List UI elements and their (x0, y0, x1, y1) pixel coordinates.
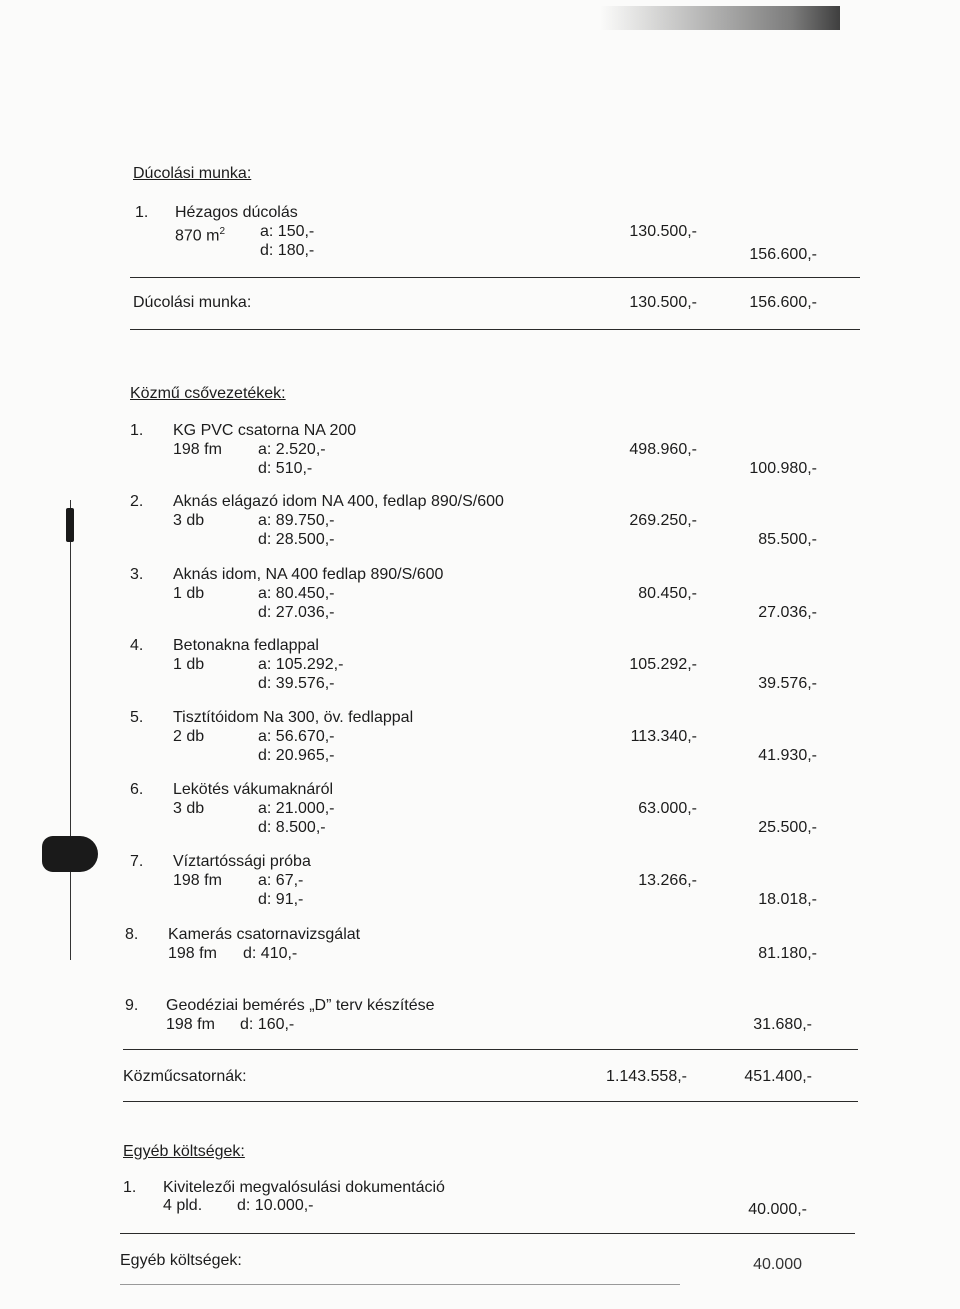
item-quantity: 198 fm (173, 441, 222, 458)
item-name: Hézagos dúcolás (175, 204, 298, 221)
summary-total-a: 1.143.558,- (606, 1068, 687, 1085)
item-number: 1. (123, 1179, 137, 1196)
item-quantity: 1 db (173, 585, 205, 602)
total-a: 113.340,- (630, 728, 697, 745)
unit-price-a: a: 150,- (260, 223, 315, 240)
scan-artifact-strip (600, 6, 840, 30)
item-quantity: 198 fm (168, 945, 217, 962)
total-d: 25.500,- (758, 819, 817, 836)
summary-total-a: 130.500,- (629, 294, 697, 311)
item-quantity: 3 db (173, 512, 205, 529)
item-name: Aknás idom, NA 400 fedlap 890/S/600 (173, 566, 444, 583)
total-d: 40.000,- (748, 1201, 807, 1218)
item-name: Kamerás csatornavizsgálat (168, 926, 361, 943)
item-number: 3. (130, 566, 144, 583)
item-quantity: 3 db (173, 800, 205, 817)
item-quantity: 198 fm (166, 1016, 215, 1033)
total-d: 39.576,- (758, 675, 817, 692)
item-name: Aknás elágazó idom NA 400, fedlap 890/S/600 (173, 493, 504, 510)
summary-total-d: 40.000 (753, 1256, 802, 1273)
item-name: KG PVC csatorna NA 200 (173, 422, 357, 439)
qty-superscript: 2 (219, 226, 226, 237)
item-number: 1. (135, 204, 149, 221)
total-a: 105.292,- (629, 656, 697, 673)
qty-text: 870 m (175, 227, 220, 245)
section-title-ducolas: Dúcolási munka: (133, 165, 252, 182)
scan-edge-line (70, 500, 71, 960)
total-a: 269.250,- (629, 512, 697, 529)
item-number: 1. (130, 422, 144, 439)
section-title-egyeb: Egyéb költségek: (123, 1143, 245, 1160)
unit-price-a: a: 67,- (258, 872, 304, 889)
summary-label: Egyéb költségek: (120, 1252, 242, 1269)
item-quantity: 4 pld. (163, 1197, 203, 1214)
item-name: Geodéziai bemérés „D” terv készítése (166, 997, 435, 1014)
unit-price-d: d: 28.500,- (258, 531, 335, 548)
total-d: 156.600,- (749, 246, 817, 263)
unit-price-d: d: 8.500,- (258, 819, 326, 836)
unit-price-a: a: 56.670,- (258, 728, 335, 745)
binder-clip (42, 836, 98, 872)
item-number: 6. (130, 781, 144, 798)
unit-price-a: a: 89.750,- (258, 512, 335, 529)
item-quantity: 2 db (173, 728, 205, 745)
unit-price-a: a: 105.292,- (258, 656, 344, 673)
unit-price-d: d: 410,- (243, 945, 298, 962)
total-a: 80.450,- (638, 585, 697, 602)
unit-price-d: d: 20.965,- (258, 747, 335, 764)
unit-price-d: d: 27.036,- (258, 604, 335, 621)
item-name: Tisztítóidom Na 300, öv. fedlappal (173, 709, 414, 726)
item-name: Víztartóssági próba (173, 853, 311, 870)
total-a: 498.960,- (629, 441, 697, 458)
divider (123, 1101, 858, 1102)
binder-tab (66, 508, 74, 542)
item-number: 7. (130, 853, 144, 870)
unit-price-d: d: 180,- (260, 242, 315, 259)
summary-total-d: 451.400,- (744, 1068, 812, 1085)
unit-price-d: d: 510,- (258, 460, 313, 477)
unit-price-d: d: 91,- (258, 891, 304, 908)
total-d: 27.036,- (758, 604, 817, 621)
unit-price-a: a: 80.450,- (258, 585, 335, 602)
item-quantity (175, 223, 225, 245)
unit-price-a: a: 21.000,- (258, 800, 335, 817)
item-name: Kivitelezői megvalósulási dokumentáció (163, 1179, 445, 1196)
divider (120, 1284, 680, 1285)
section-title-kozmu: Közmű csővezetékek: (130, 385, 286, 402)
total-a: 63.000,- (638, 800, 697, 817)
total-a: 130.500,- (629, 223, 697, 240)
item-number: 2. (130, 493, 144, 510)
total-d: 85.500,- (758, 531, 817, 548)
item-number: 4. (130, 637, 144, 654)
unit-price-d: d: 160,- (240, 1016, 295, 1033)
summary-label: Közműcsatornák: (123, 1068, 247, 1085)
divider (123, 1049, 858, 1050)
item-number: 8. (125, 926, 139, 943)
item-number: 9. (125, 997, 139, 1014)
item-name: Betonakna fedlappal (173, 637, 319, 654)
summary-label: Dúcolási munka: (133, 294, 252, 311)
total-d: 41.930,- (758, 747, 817, 764)
total-d: 31.680,- (753, 1016, 812, 1033)
total-d: 81.180,- (758, 945, 817, 962)
item-name: Lekötés vákumaknáról (173, 781, 334, 798)
divider (120, 1233, 855, 1234)
divider (130, 329, 860, 330)
total-d: 100.980,- (749, 460, 817, 477)
divider (130, 277, 860, 278)
item-quantity: 1 db (173, 656, 205, 673)
item-quantity: 198 fm (173, 872, 222, 889)
total-a: 13.266,- (638, 872, 697, 889)
unit-price-d: d: 10.000,- (237, 1197, 314, 1214)
total-d: 18.018,- (758, 891, 817, 908)
unit-price-a: a: 2.520,- (258, 441, 326, 458)
item-number: 5. (130, 709, 144, 726)
unit-price-d: d: 39.576,- (258, 675, 335, 692)
summary-total-d: 156.600,- (749, 294, 817, 311)
